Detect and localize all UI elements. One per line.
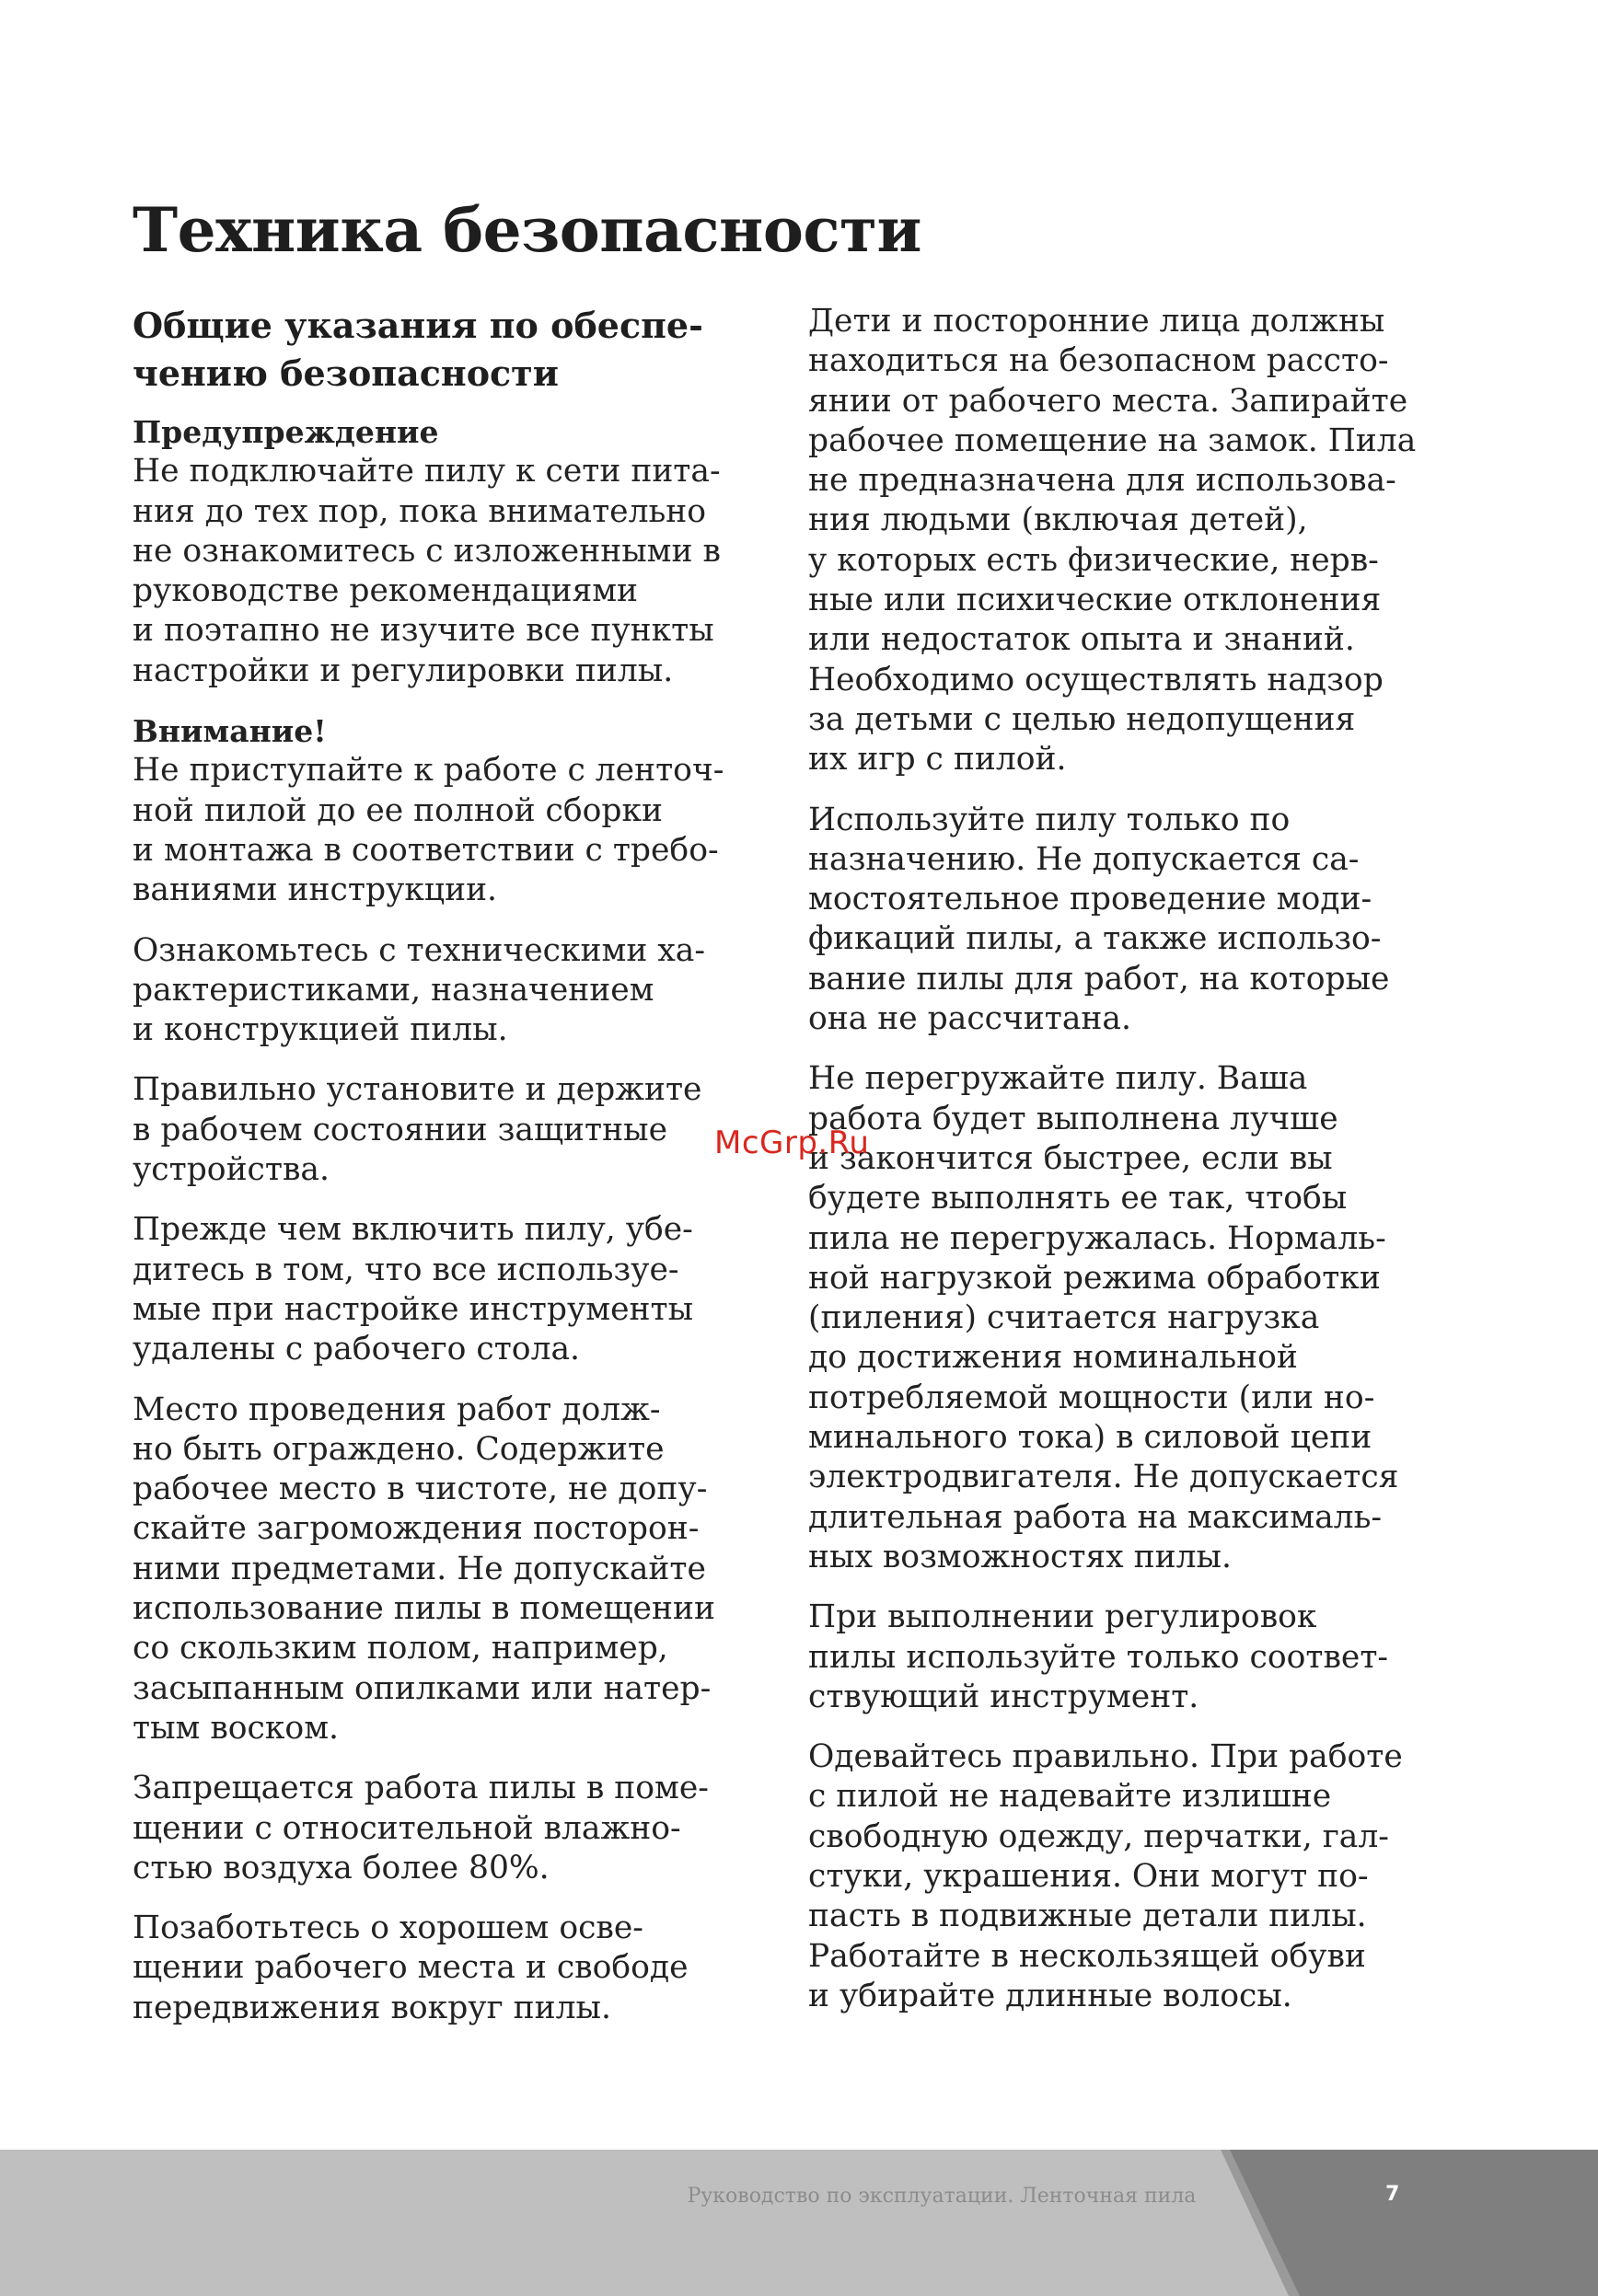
text-line: находиться на безопасном рассто- bbox=[808, 342, 1389, 380]
text-line: фикаций пилы, а также использо- bbox=[808, 920, 1382, 958]
paragraph bbox=[133, 1769, 758, 1888]
text-line: Дети и посторонние лица должны bbox=[808, 303, 1385, 340]
text-line: рабочее помещение на замок. Пила bbox=[808, 421, 1417, 459]
text-line: с пилой не надевайте излишне bbox=[808, 1778, 1332, 1816]
text-line: назначению. Не допускается са- bbox=[808, 840, 1360, 878]
text-line: у которых есть физические, нерв- bbox=[808, 541, 1379, 579]
text-line: будете выполнять ее так, чтобы bbox=[808, 1180, 1348, 1217]
text-line: она не рассчитана. bbox=[808, 1000, 1131, 1038]
paragraph bbox=[133, 931, 758, 1051]
paragraph bbox=[808, 1737, 1453, 2016]
text-line: свободную одежду, перчатки, гал- bbox=[808, 1817, 1389, 1855]
text-line: Прежде чем включить пилу, убе- bbox=[133, 1211, 693, 1249]
section-heading-line: Общие указания по обеспе- bbox=[133, 305, 703, 346]
text-line: стуки, украшения. Они могут по- bbox=[808, 1857, 1369, 1895]
text-line: Одевайтесь правильно. При работе bbox=[808, 1738, 1403, 1776]
footer-document-title: Руководство по эксплуатации. Ленточная пила bbox=[687, 2185, 1197, 2208]
paragraph-label: Предупреждение bbox=[133, 414, 439, 450]
paragraph bbox=[133, 1390, 758, 1749]
text-line: тым воском. bbox=[133, 1709, 339, 1747]
text-line: руководстве рекомендациями bbox=[133, 572, 639, 610]
left-blocks bbox=[133, 412, 758, 2028]
text-line: мые при настройке инструменты bbox=[133, 1290, 694, 1328]
text-line: рактеристиками, назначением bbox=[133, 971, 654, 1009]
text-line: Не перегружайте пилу. Ваша bbox=[808, 1060, 1308, 1098]
text-line: Правильно установите и держите bbox=[133, 1071, 702, 1109]
text-line: При выполнении регулировок bbox=[808, 1598, 1317, 1636]
text-line: щении с относительной влажно- bbox=[133, 1809, 681, 1847]
text-line: дитесь в том, что все используе- bbox=[133, 1251, 679, 1288]
text-line: потребляемой мощности (или но- bbox=[808, 1379, 1375, 1416]
text-line: ними предметами. Не допускайте bbox=[133, 1550, 706, 1587]
text-line: ной пилой до ее полной сборки bbox=[133, 791, 664, 829]
paragraph bbox=[808, 1059, 1453, 1577]
text-line: Ознакомьтесь с техническими ха- bbox=[133, 931, 706, 969]
text-line: и конструкцией пилы. bbox=[133, 1011, 508, 1049]
text-line: и поэтапно не изучите все пункты bbox=[133, 612, 714, 650]
text-line: со скользким полом, например, bbox=[133, 1630, 668, 1667]
text-line: ваниями инструкции. bbox=[133, 871, 498, 909]
text-line: Необходимо осуществлять надзор bbox=[808, 661, 1384, 698]
text-line: янии от рабочего места. Запирайте bbox=[808, 382, 1408, 420]
text-line: устройства. bbox=[133, 1151, 330, 1189]
text-line: (пиления) считается нагрузка bbox=[808, 1299, 1320, 1337]
text-line: в рабочем состоянии защитные bbox=[133, 1111, 668, 1148]
right-column bbox=[808, 302, 1453, 2036]
text-line: Работайте в нескользящей обуви bbox=[808, 1937, 1366, 1975]
text-line: пила не перегружалась. Нормаль- bbox=[808, 1219, 1386, 1257]
text-line: удалены с рабочего стола. bbox=[133, 1331, 581, 1368]
text-line: вание пилы для работ, на которые bbox=[808, 960, 1390, 998]
left-column bbox=[133, 302, 758, 2048]
text-line: Не подключайте пилу к сети пита- bbox=[133, 453, 721, 490]
text-line: и закончится быстрее, если вы bbox=[808, 1139, 1333, 1177]
text-line: пилы используйте только соответ- bbox=[808, 1638, 1389, 1676]
text-line: мостоятельное проведение моди- bbox=[808, 881, 1372, 918]
text-line: длительная работа на максималь- bbox=[808, 1498, 1383, 1536]
paragraph bbox=[133, 1210, 758, 1369]
text-line: Используйте пилу только по bbox=[808, 801, 1291, 838]
text-line: засыпанным опилками или натер- bbox=[133, 1669, 712, 1707]
text-line: ные или психические отклонения bbox=[808, 582, 1382, 619]
paragraph-label: Внимание! bbox=[133, 713, 327, 750]
paragraph bbox=[133, 412, 758, 691]
text-line: передвижения вокруг пилы. bbox=[133, 1989, 611, 2026]
text-line: ной нагрузкой режима обработки bbox=[808, 1259, 1381, 1297]
text-line: пасть в подвижные детали пилы. bbox=[808, 1898, 1367, 1935]
text-line: ния людьми (включая детей), bbox=[808, 502, 1308, 539]
text-line: ствующий инструмент. bbox=[808, 1678, 1199, 1715]
text-line: настройки и регулировки пилы. bbox=[133, 652, 674, 689]
text-line: их игр с пилой. bbox=[808, 741, 1067, 779]
text-line: использование пилы в помещении bbox=[133, 1590, 715, 1628]
text-line: электродвигателя. Не допускается bbox=[808, 1459, 1399, 1496]
text-line: Место проведения работ долж- bbox=[133, 1390, 661, 1428]
text-line: не предназначена для использова- bbox=[808, 462, 1396, 500]
text-line: за детьми с целью недопущения bbox=[808, 700, 1356, 738]
text-line: Не приступайте к работе с ленточ- bbox=[133, 752, 724, 790]
paragraph bbox=[133, 1070, 758, 1190]
watermark: McGrp.Ru bbox=[714, 1125, 870, 1161]
text-line: и монтажа в соответствии с требо- bbox=[133, 831, 719, 869]
paragraph bbox=[808, 801, 1453, 1040]
text-line: минального тока) в силовой цепи bbox=[808, 1419, 1372, 1457]
section-heading bbox=[133, 302, 758, 398]
text-line: и убирайте длинные волосы. bbox=[808, 1977, 1292, 2014]
footer-corner-graphic bbox=[0, 2150, 1598, 2296]
page-number: 7 bbox=[1385, 2183, 1400, 2206]
text-line: или недостаток опыта и знаний. bbox=[808, 621, 1355, 659]
footer bbox=[0, 2150, 1598, 2296]
section-heading-line: чению безопасности bbox=[133, 352, 559, 394]
text-line: ния до тех пор, пока внимательно bbox=[133, 492, 707, 530]
paragraph bbox=[133, 711, 758, 910]
paragraph bbox=[808, 1598, 1453, 1717]
text-line: но быть ограждено. Содержите bbox=[133, 1430, 665, 1468]
text-line: до достижения номинальной bbox=[808, 1339, 1298, 1377]
text-line: скайте загромождения посторон- bbox=[133, 1510, 700, 1548]
page-title: Техника безопасности bbox=[133, 194, 921, 266]
text-line: не ознакомитесь с изложенными в bbox=[133, 532, 721, 570]
text-line: рабочее место в чистоте, не допу- bbox=[133, 1471, 708, 1508]
text-line: щении рабочего места и свободе bbox=[133, 1949, 689, 1987]
text-line: Запрещается работа пилы в поме- bbox=[133, 1770, 709, 1807]
text-line: стью воздуха более 80%. bbox=[133, 1849, 550, 1886]
right-blocks bbox=[808, 302, 1453, 2016]
text-line: Позаботьтесь о хорошем осве- bbox=[133, 1909, 643, 1947]
text-line: ных возможностях пилы. bbox=[808, 1538, 1232, 1575]
text-line: работа будет выполнена лучше bbox=[808, 1100, 1338, 1137]
paragraph bbox=[133, 1909, 758, 2028]
paragraph bbox=[808, 302, 1453, 780]
